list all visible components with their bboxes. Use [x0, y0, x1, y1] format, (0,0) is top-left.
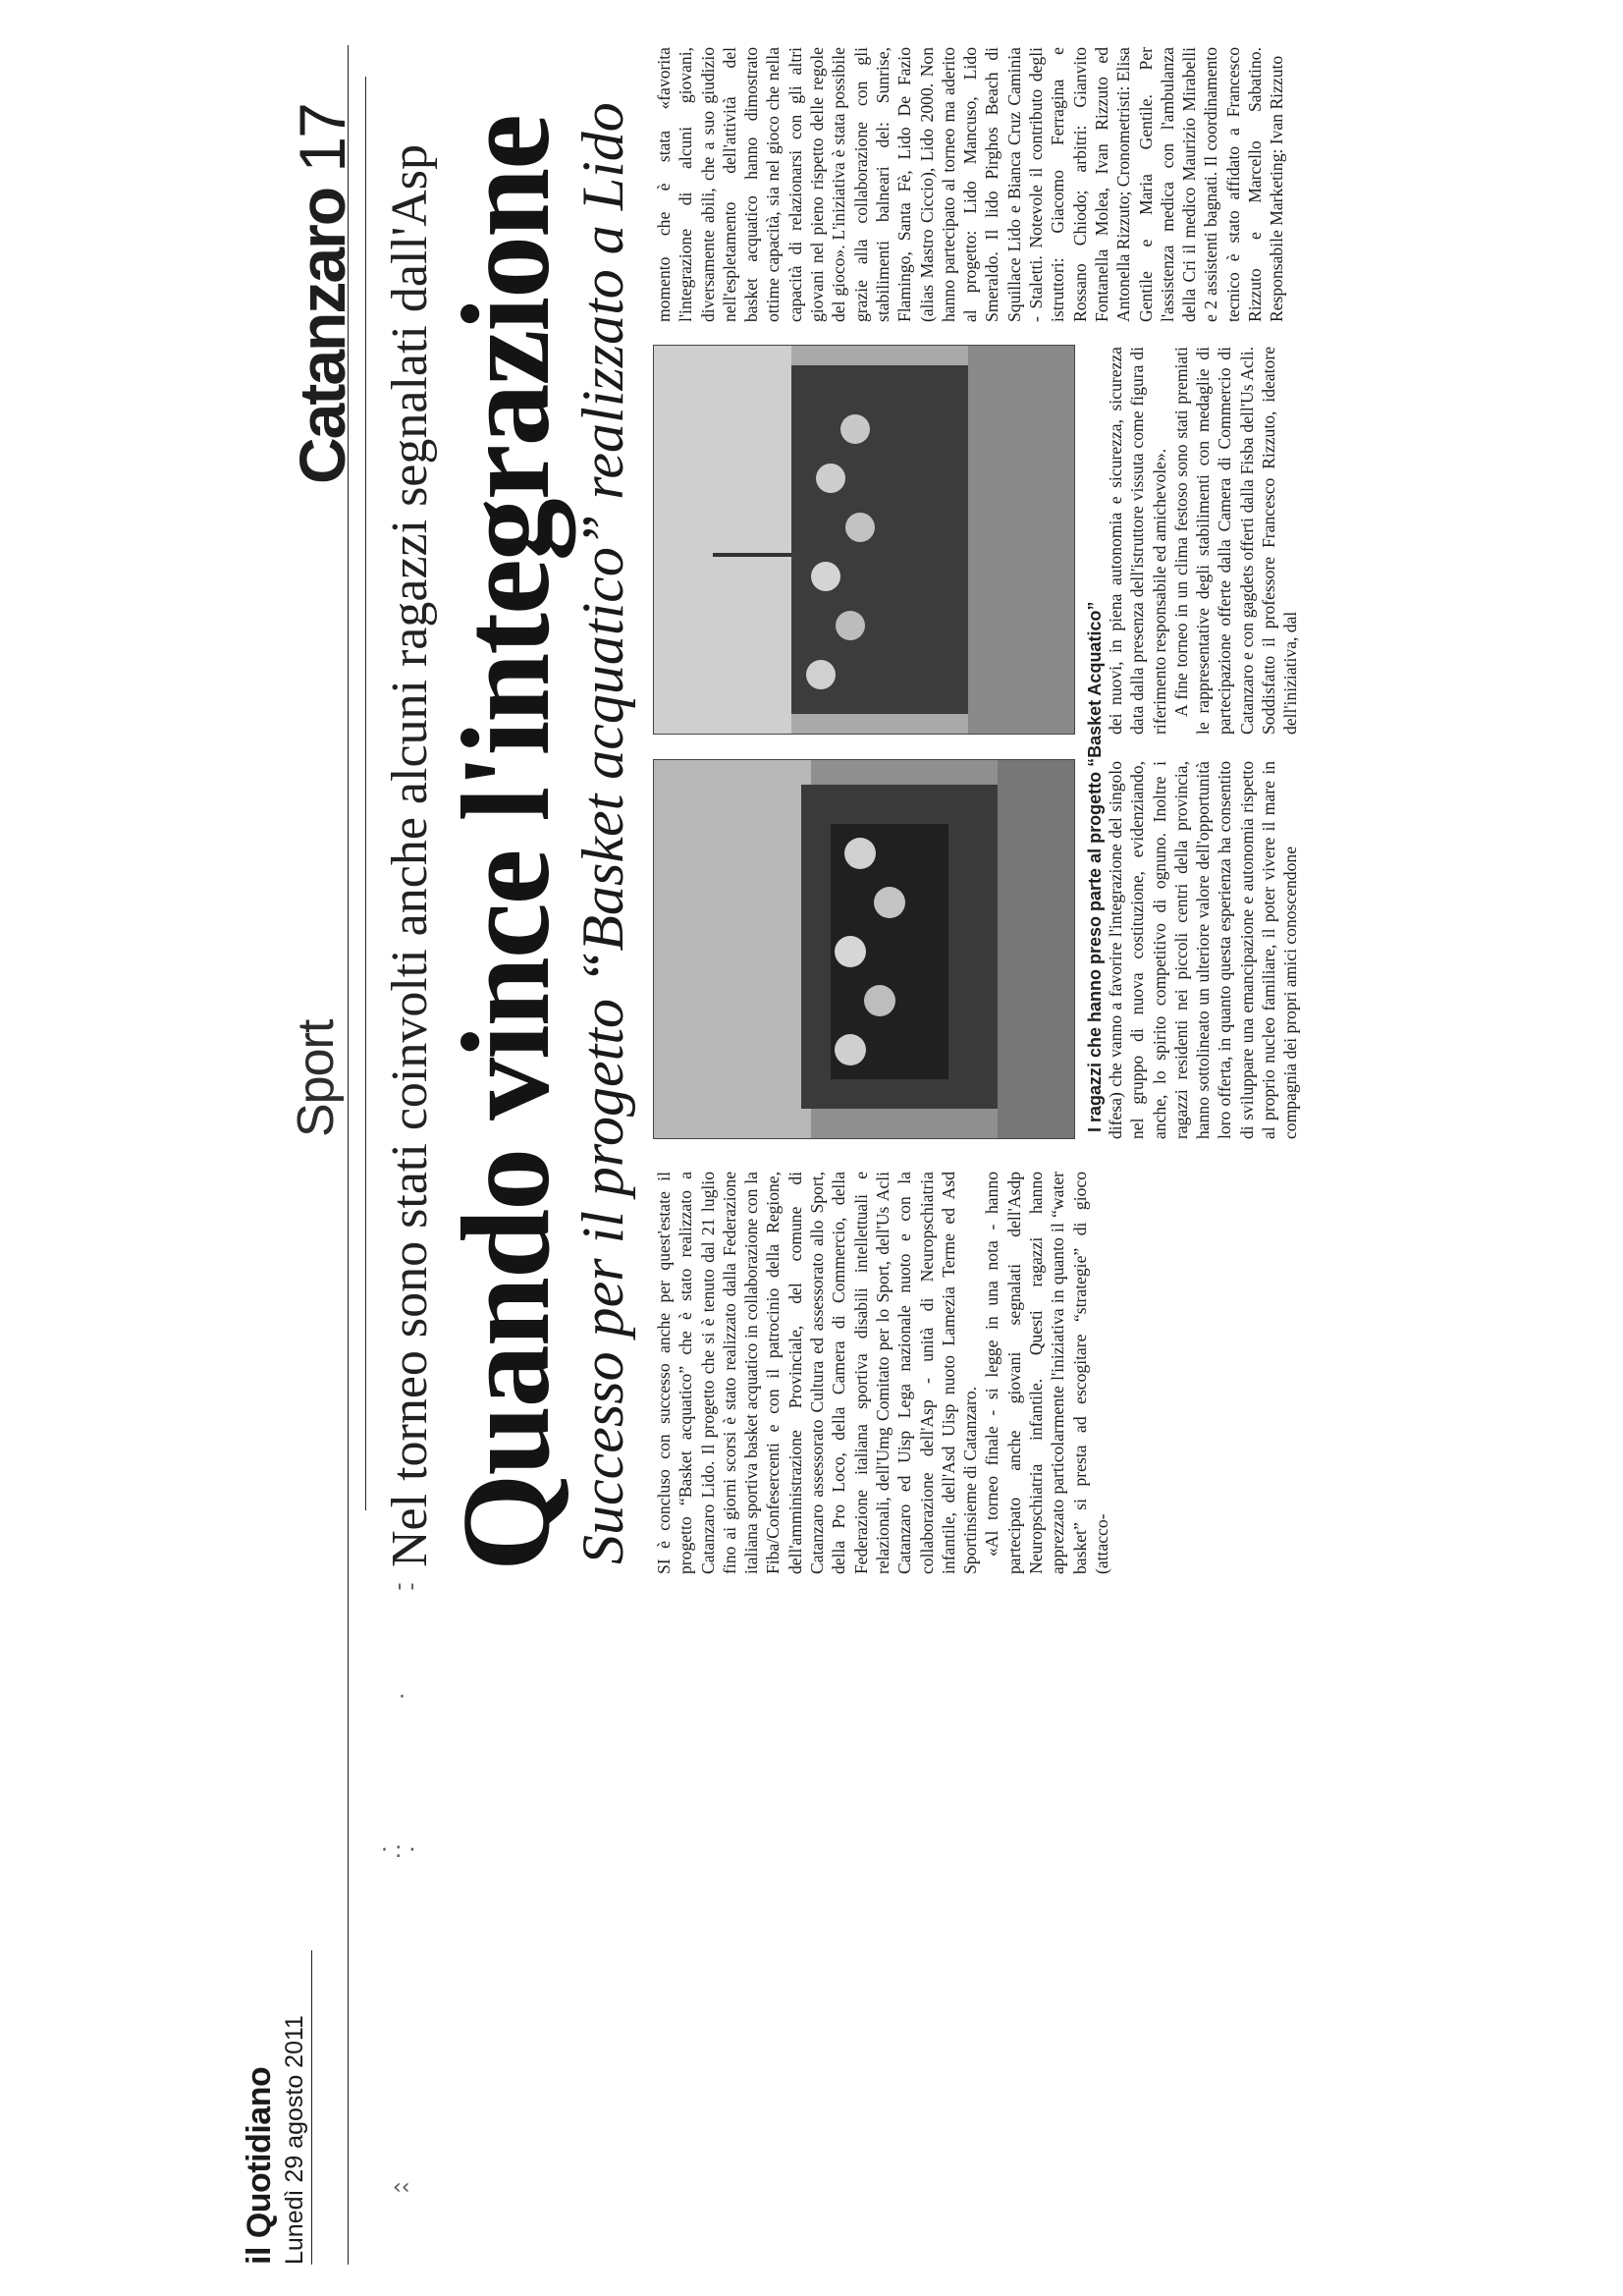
- paragraph: A fine torneo in un clima festoso sono stati premiati le rappresentative degli stabilimenti con medaglie di partecipazione offerte dalla Camera di Commercio di Catanzaro e con gagdets offerti dalla Fisba dell'Us Acli. Soddisfatto il professore Francesco Rizzuto, ideatore dell'iniziativa, dal: [1170, 347, 1301, 735]
- article-column-1: [653, 1172, 1149, 1574]
- photo-left: [653, 759, 1075, 1139]
- section-label: Sport: [288, 1019, 345, 1137]
- photo-image: [654, 760, 1074, 1138]
- photo-caption: I ragazzi che hanno preso parte al progetto “Basket Acquatico”: [1085, 601, 1105, 1132]
- article-headline: Quando vince l'integrazione: [436, 116, 575, 1571]
- page-number: 17: [286, 104, 358, 173]
- article-column-3: [1105, 347, 1517, 735]
- scan-mark: · : ·: [381, 1838, 416, 1863]
- city-label: Catanzaro: [286, 188, 358, 484]
- scan-mark: ‹‹: [393, 2175, 410, 2200]
- paragraph: SI è concluso con successo anche per quest'estate il progetto “Basket acquatico” che è stato realizzato a Catanzaro Lido. Il progetto che si è tenuto dal 21 luglio fino ai giorni scorsi è stato realizzato dalla Federazione italiana sportiva basket acquatico in collaborazione con la Fiba/Confesercenti e con il patrocinio della Regione, dell'amministrazione Provinciale, del comune di Catanzaro assessorato Cultura ed assessorato allo Sport, della Pro Loco, della Camera di Commercio, della Federazione italiana sportiva disabili intellettuali e relazionali, dell'Umg Comitato per lo Sport, dell'Us Acli Catanzaro ed Uisp Lega nazionale nuoto e con la collaborazione dell'Asp - unità di Neuropschiatria infantile, dell'Asd Uisp nuoto Lamezia Terme ed Asd Sportinsieme di Catanzaro.: [654, 1172, 981, 1574]
- paragraph: momento che è stata «favorita l'integrazione di alcuni giovani, diversamente abili, che a suo giudizio nell'espletamento dell'attività del basket acquatico hanno dimostrato ottime capacità, sia nel gioco che nella capacità di relazionarsi con gli altri giovani nel pieno rispetto delle regole del gioco». L'iniziativa è stata possibile grazie alla collaborazione con gli stabilimenti balneari del: Sunrise, Flamingo, Santa Fè, Lido De Fazio (alias Mastro Ciccio), Lido 2000. Non hanno partecipato al torneo ma aderito al progetto: Lido Mancuso, Lido Smeraldo. Il lido Pirghos Beach di Squillace Lido e Bianca Cruz Caminia - Staletti. Notevole il contributo degli istruttori: Giacomo Ferragina e Rossano Chiodo; arbitri: Gianvito Fontanella Molea, Ivan Rizzuto ed Antonella Rizzuto; Cronometristi: Elisa Gentile e Maria Gentile. Per l'assistenza medica con l'ambulanza della Cri il medico Maurizio Mirabelli e 2 assistenti bagnati. Il coordinamento tecnico è stato affidato a Francesco Rizzuto e Marcello Sabatino. Responsabile Marketing: Ivan Rizzuto: [654, 47, 1287, 322]
- issue-date: Lunedì 29 agosto 2011: [281, 1950, 312, 2265]
- article-subhead: Successo per il progetto “Basket acquatico” realizzato a Lido: [570, 102, 635, 1564]
- page-header: [285, 104, 359, 484]
- scan-mark: ' ': [397, 1581, 416, 1606]
- newspaper-title: il Quotidiano: [241, 2066, 278, 2265]
- header-rule: [365, 77, 366, 1510]
- paragraph: dei nuovi, in piena autonomia e sicurezza, sicurezza data dalla presenza dell'istruttore vissuta come figura di riferimento responsabile ed amichevole».: [1106, 347, 1169, 735]
- scan-mark: ·: [399, 1685, 406, 1710]
- article-kicker: Nel torneo sono stati coinvolti anche alcuni ragazzi segnalati dall'Asp: [382, 143, 438, 1567]
- photo-right: [653, 345, 1075, 735]
- photo-image: [654, 346, 1074, 734]
- paragraph: difesa) che vanno a favorire l'integrazione del singolo nel gruppo di nuova costituzione, evidenziando, anche, lo spirito competitivo di ognuno. Inoltre i ragazzi residenti nei piccoli centri della provincia, hanno sottolineato un ulteriore valore dell'opportunità loro offerta, in quanto questa esperienza ha consentito di sviluppare una emancipazione e autonomia rispetto al proprio nucleo familiare, il poter vivere il mare in compagnia dei propri amici conoscendone: [1106, 761, 1301, 1139]
- paragraph: «Al torneo finale - si legge in una nota - hanno partecipato anche giovani segnalati dell'Asdp Neuropschiatria infantile. Questi ragazzi hanno apprezzato particolarmente l'iniziativa in quanto il “water basket” si presta ad escogitare “strategie” di gioco (attacco-: [982, 1172, 1111, 1574]
- article-column-2: [1105, 761, 1517, 1139]
- article-column-4: [653, 47, 1517, 322]
- masthead: [241, 1950, 312, 2265]
